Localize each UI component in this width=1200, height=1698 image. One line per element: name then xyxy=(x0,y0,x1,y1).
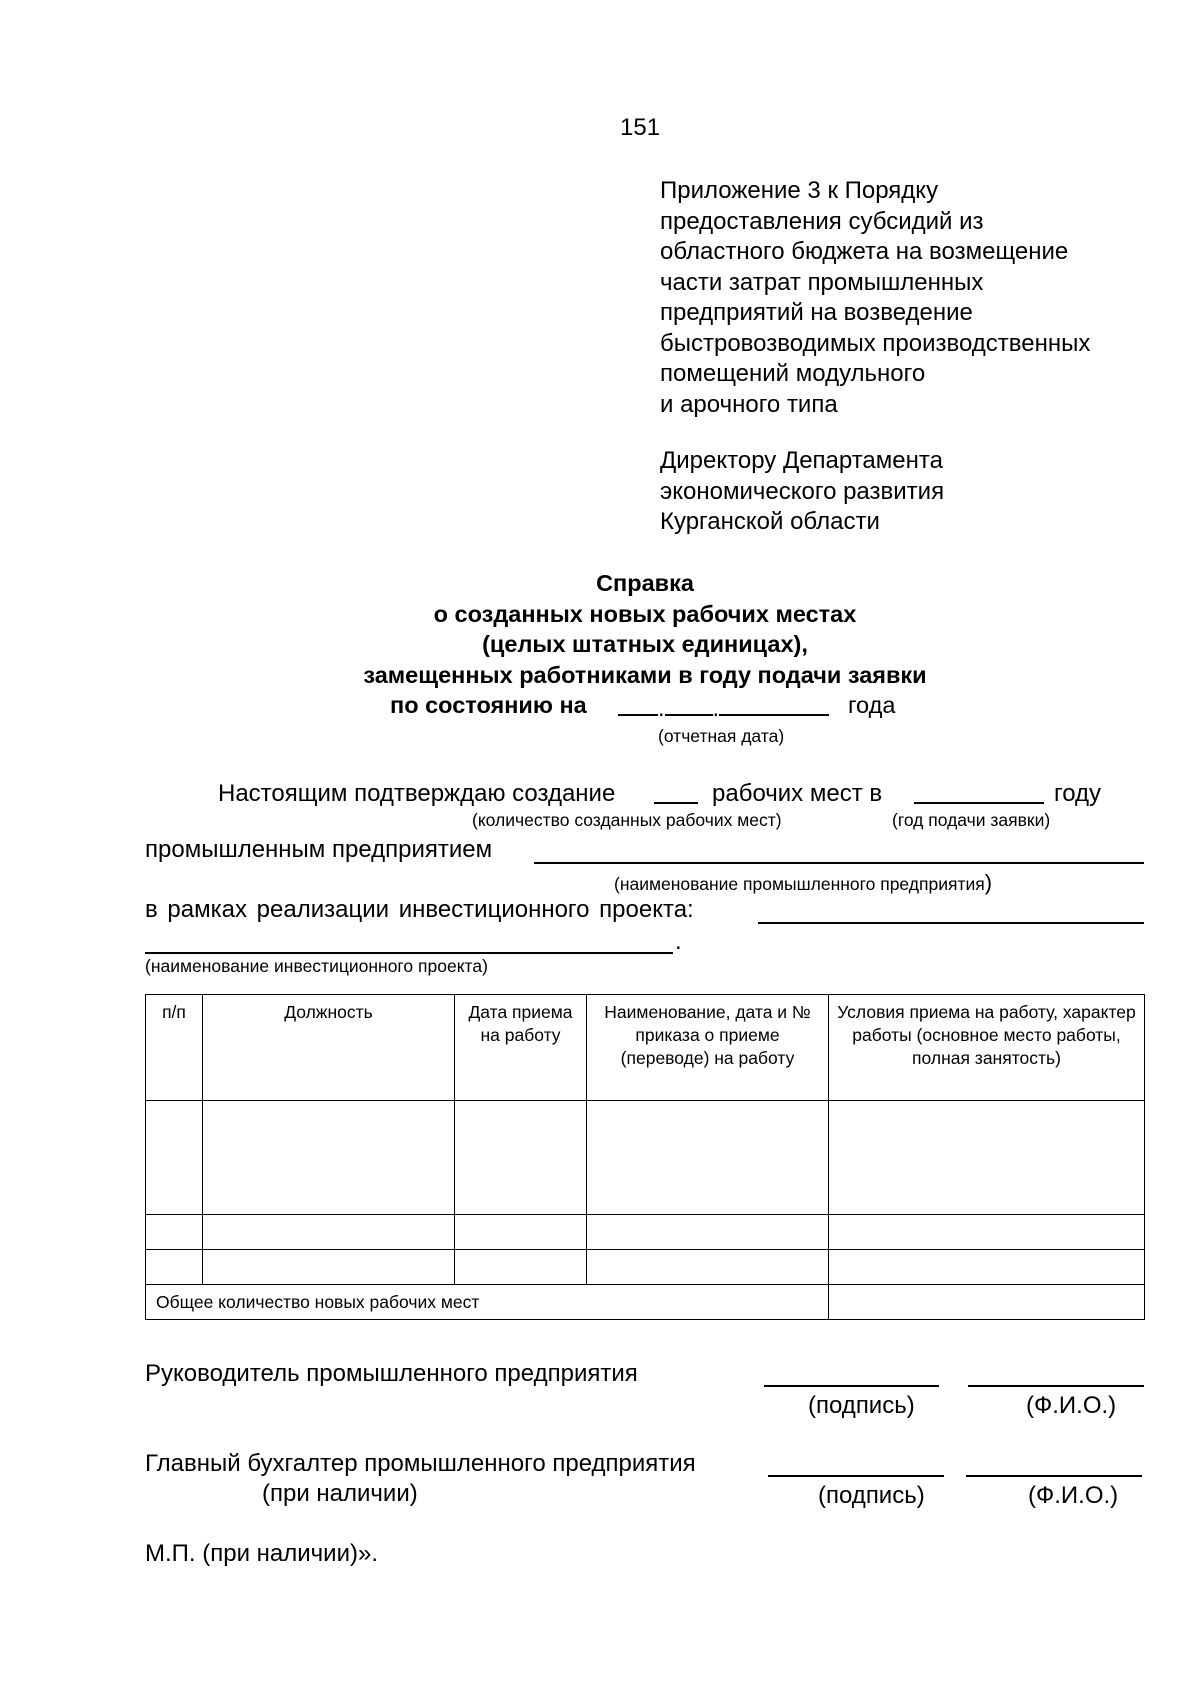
table-header-row xyxy=(146,995,1145,1101)
header-conditions: Условия приема на работу, характер работы (основное место работы, полная занятость) xyxy=(829,995,1145,1101)
status-prefix: по состоянию на xyxy=(390,692,587,718)
project-field-line1[interactable] xyxy=(758,922,1144,924)
table-total-row xyxy=(146,1285,1145,1320)
table-cell[interactable] xyxy=(455,1250,587,1285)
accountant-name-caption: (Ф.И.О.) xyxy=(1028,1482,1119,1509)
table-row xyxy=(146,1101,1145,1215)
title-line: замещенных работниками в году подачи заявки xyxy=(363,661,927,688)
table-cell[interactable] xyxy=(587,1101,829,1215)
table-cell[interactable] xyxy=(829,1101,1145,1215)
table-cell[interactable] xyxy=(587,1250,829,1285)
head-signature-label: Руководитель промышленного предприятия xyxy=(145,1360,638,1387)
document-title xyxy=(0,568,1200,690)
head-name-field[interactable] xyxy=(968,1385,1144,1387)
confirm-text-1: Настоящим подтверждаю создание xyxy=(218,780,616,807)
stamp-note: М.П. (при наличии)». xyxy=(145,1540,378,1567)
accountant-name-field[interactable] xyxy=(966,1475,1142,1477)
annex-line: и арочного типа xyxy=(660,390,838,418)
status-caption: (отчетная дата) xyxy=(658,726,785,746)
table-cell[interactable] xyxy=(829,1215,1145,1250)
total-value-cell[interactable] xyxy=(829,1285,1145,1320)
annex-reference xyxy=(660,176,1090,420)
enterprise-caption: (наименование промышленного предприятия) xyxy=(614,870,993,895)
head-sign-caption: (подпись) xyxy=(808,1392,915,1419)
title-line: о созданных новых рабочих местах xyxy=(433,600,857,627)
accountant-note: (при наличии) xyxy=(262,1480,418,1507)
table-row xyxy=(146,1250,1145,1285)
accountant-signature-label: Главный бухгалтер промышленного предприятия xyxy=(145,1450,696,1477)
enterprise-field[interactable] xyxy=(534,862,1144,864)
accountant-signature-field[interactable] xyxy=(768,1475,944,1477)
confirm-count-caption: (количество созданных рабочих мест) xyxy=(472,810,782,830)
annex-line: предоставления субсидий из xyxy=(660,207,984,235)
project-label: в рамках реализации инвестиционного проекта: xyxy=(145,896,694,923)
annex-line: областного бюджета на возмещение xyxy=(660,238,1069,265)
header-order: Наименование, дата и № приказа о приеме (переводе) на работу xyxy=(587,995,829,1101)
table-cell[interactable] xyxy=(146,1101,203,1215)
annex-line: помещений модульного xyxy=(660,360,926,387)
status-date-field[interactable]: . . xyxy=(618,692,829,722)
project-caption: (наименование инвестиционного проекта) xyxy=(145,956,488,976)
enterprise-label: промышленным предприятием xyxy=(145,836,493,863)
confirm-year-caption: (год подачи заявки) xyxy=(892,810,1051,830)
project-period: . xyxy=(675,928,682,955)
table-cell[interactable] xyxy=(203,1250,455,1285)
header-position: Должность xyxy=(203,995,455,1101)
table-cell[interactable] xyxy=(146,1215,203,1250)
table-cell[interactable] xyxy=(455,1101,587,1215)
table-cell[interactable] xyxy=(146,1250,203,1285)
confirm-text-2: рабочих мест в xyxy=(712,780,883,807)
header-number: п/п xyxy=(146,995,203,1101)
confirm-count-field[interactable] xyxy=(654,780,698,809)
title-line: Справка xyxy=(596,570,694,596)
page-number: 151 xyxy=(620,114,661,141)
confirm-text-3: году xyxy=(1054,780,1102,807)
confirm-year-field[interactable] xyxy=(914,780,1044,809)
head-signature-field[interactable] xyxy=(764,1385,939,1387)
head-name-caption: (Ф.И.О.) xyxy=(1026,1392,1117,1419)
addressee-line: Курганской области xyxy=(660,508,880,535)
addressee-line: Директору Департамента xyxy=(660,447,943,474)
accountant-sign-caption: (подпись) xyxy=(818,1482,925,1509)
header-hire-date: Дата приема на работу xyxy=(455,995,587,1101)
title-line: (целых штатных единицах), xyxy=(482,631,808,657)
annex-line: быстровозводимых производственных xyxy=(660,329,1091,357)
annex-line: Приложение 3 к Порядку xyxy=(660,177,939,204)
total-label: Общее количество новых рабочих мест xyxy=(146,1285,829,1320)
annex-line: предприятий на возведение xyxy=(660,299,973,326)
table-row xyxy=(146,1215,1145,1250)
project-field-line2[interactable] xyxy=(145,952,673,954)
table-cell[interactable] xyxy=(829,1250,1145,1285)
table-cell[interactable] xyxy=(455,1215,587,1250)
table-cell[interactable] xyxy=(203,1215,455,1250)
annex-line: части затрат промышленных xyxy=(660,268,984,296)
jobs-table xyxy=(145,994,1145,1320)
status-suffix: года xyxy=(848,692,896,718)
table-cell[interactable] xyxy=(587,1215,829,1250)
addressee xyxy=(660,446,944,538)
addressee-line: экономического развития xyxy=(660,477,945,505)
table-cell[interactable] xyxy=(203,1101,455,1215)
